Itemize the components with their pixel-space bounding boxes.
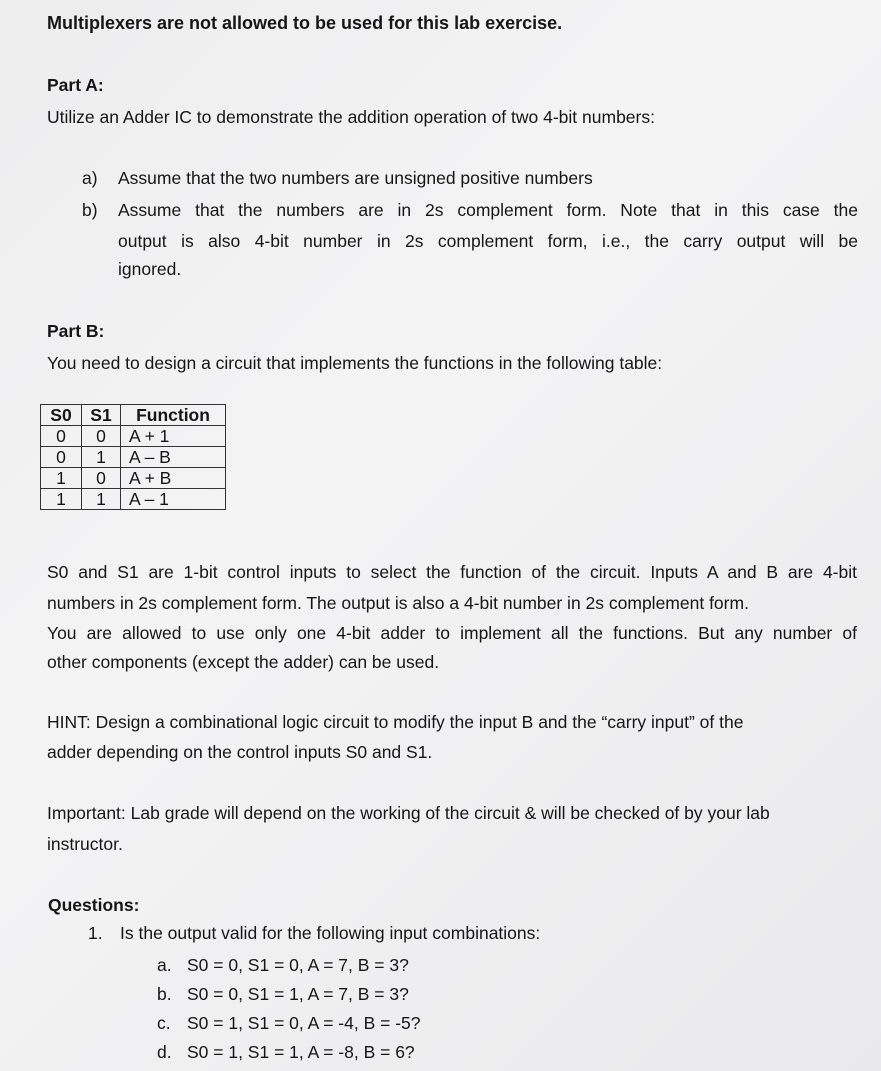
hint-line1: HINT: Design a combinational logic circuit to modify the input B and the “carry input” of the — [47, 712, 744, 732]
part-a-item-a: Assume that the two numbers are unsigned positive numbers — [118, 168, 593, 188]
hint-line2: adder depending on the control inputs S0 and S1. — [47, 742, 433, 762]
function-table — [40, 404, 226, 510]
part-a-heading: Part A: — [47, 75, 104, 95]
cell-function: A + 1 — [121, 426, 226, 447]
part-a-item-b-marker: b) — [82, 200, 98, 220]
sub-question-d: S0 = 1, S1 = 1, A = -8, B = 6? — [187, 1042, 415, 1062]
part-b-para-line3: You are allowed to use only one 4-bit adder to implement all the functions. But any number of — [47, 623, 857, 643]
part-a-item-b-line1: Assume that the numbers are in 2s complement form. Note that in this case the — [118, 200, 858, 220]
header-function: Function — [121, 405, 226, 426]
sub-question-d-marker: d. — [157, 1042, 172, 1062]
sub-question-a-marker: a. — [157, 955, 172, 975]
part-b-heading: Part B: — [47, 321, 105, 341]
header-s0: S0 — [41, 405, 82, 426]
cell-s1: 1 — [82, 447, 121, 468]
part-b-para-line4: other components (except the adder) can be used. — [47, 652, 440, 672]
question-1-marker: 1. — [88, 923, 103, 943]
cell-function: A – B — [121, 447, 226, 468]
part-a-item-a-marker: a) — [82, 168, 98, 188]
sub-question-b: S0 = 0, S1 = 1, A = 7, B = 3? — [187, 984, 409, 1004]
part-b-para-line1: S0 and S1 are 1-bit control inputs to select the function of the circuit. Inputs A and B are 4-bit — [47, 562, 857, 582]
sub-question-c: S0 = 1, S1 = 0, A = -4, B = -5? — [187, 1013, 421, 1033]
cell-s1: 1 — [82, 489, 121, 510]
table-row — [41, 426, 226, 447]
important-line1: Important: Lab grade will depend on the working of the circuit & will be checked of by your lab — [47, 803, 770, 823]
table-row — [41, 447, 226, 468]
sub-question-a: S0 = 0, S1 = 0, A = 7, B = 3? — [187, 955, 409, 975]
cell-s0: 0 — [41, 447, 82, 468]
cell-function: A – 1 — [121, 489, 226, 510]
part-a-item-b-line2: output is also 4-bit number in 2s complement form, i.e., the carry output will be — [118, 231, 858, 251]
sub-question-b-marker: b. — [157, 984, 172, 1004]
question-1: Is the output valid for the following input combinations: — [120, 923, 541, 943]
sub-question-c-marker: c. — [157, 1013, 171, 1033]
cell-s0: 1 — [41, 489, 82, 510]
questions-heading: Questions: — [48, 895, 140, 915]
table-header-row — [41, 405, 226, 426]
cell-s1: 0 — [82, 468, 121, 489]
part-a-intro: Utilize an Adder IC to demonstrate the addition operation of two 4-bit numbers: — [47, 107, 655, 127]
important-line2: instructor. — [47, 834, 123, 854]
header-s1: S1 — [82, 405, 121, 426]
table-row — [41, 489, 226, 510]
part-b-intro: You need to design a circuit that implements the functions in the following table: — [47, 353, 663, 373]
table-row — [41, 468, 226, 489]
part-b-para-line2: numbers in 2s complement form. The output is also a 4-bit number in 2s complement form. — [47, 593, 749, 613]
notice: Multiplexers are not allowed to be used for this lab exercise. — [47, 13, 563, 33]
cell-s0: 1 — [41, 468, 82, 489]
cell-s1: 0 — [82, 426, 121, 447]
cell-s0: 0 — [41, 426, 82, 447]
cell-function: A + B — [121, 468, 226, 489]
part-a-item-b-line3: ignored. — [118, 259, 182, 279]
